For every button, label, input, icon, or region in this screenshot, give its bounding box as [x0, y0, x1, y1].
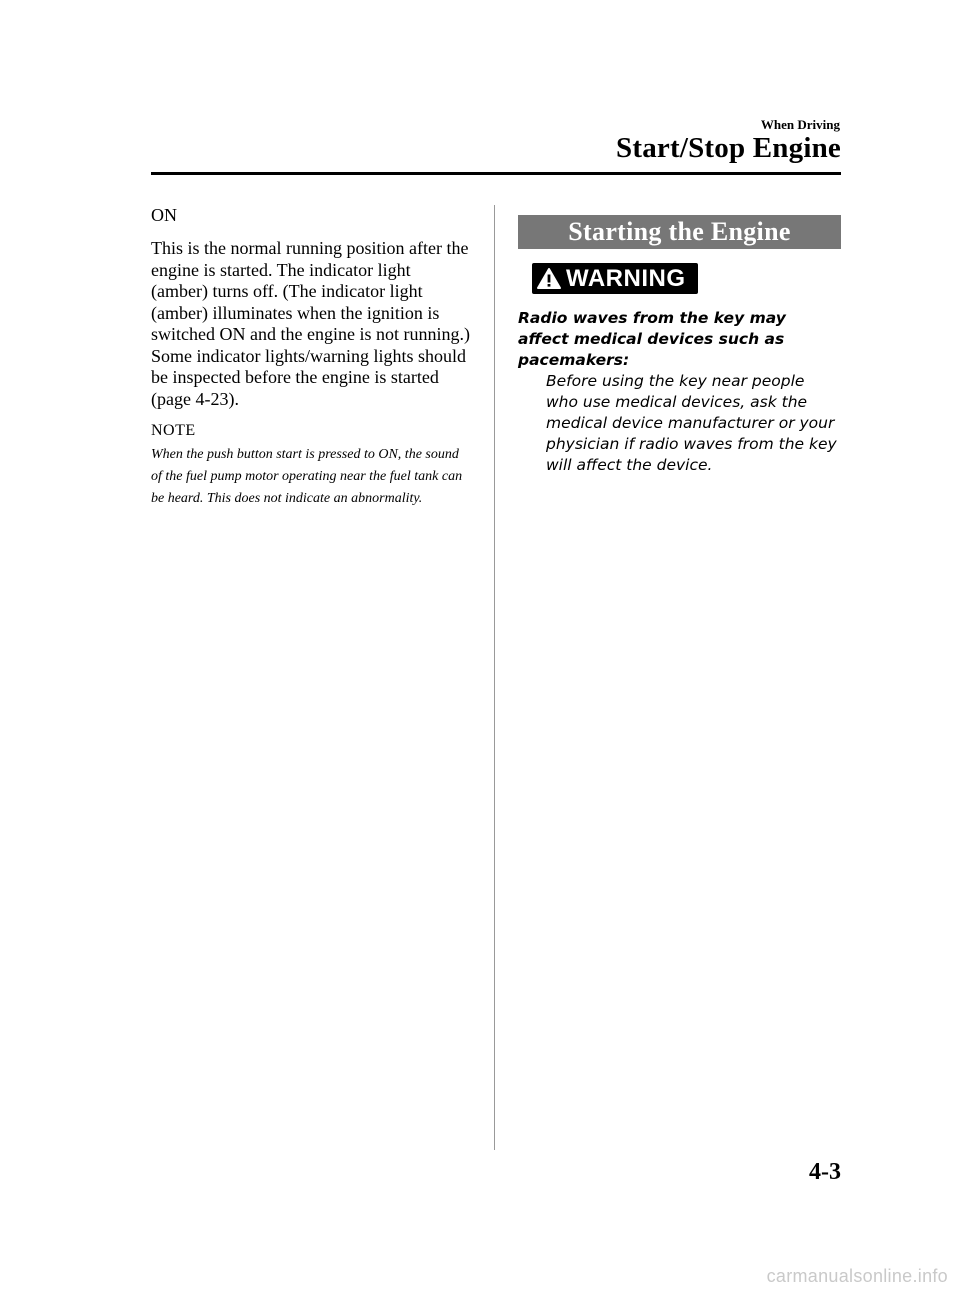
exclamation-circle-icon	[536, 267, 562, 291]
running-header-section: When Driving	[760, 117, 840, 132]
column-divider	[494, 205, 495, 1150]
left-column	[151, 205, 471, 510]
running-header-title: Start/Stop Engine	[616, 132, 841, 164]
warning-label: WARNING	[566, 264, 686, 292]
note-label: NOTE	[151, 422, 196, 439]
note-text: When the push button start is pressed to ON, the sound of the fuel pump motor operating near the fuel tank can be heard. This does not indicate an abnormality.	[151, 447, 463, 506]
warning-badge	[532, 263, 698, 294]
position-description: This is the normal running position after the engine is started. The indicator light (amber) turns off. (The indicator light (amber) illuminates when the ignition is switched ON and the engine is not running.)	[151, 238, 470, 344]
position-heading: ON	[151, 205, 177, 225]
section-title: Starting the Engine	[518, 215, 841, 249]
page-number: 4-3	[809, 1159, 841, 1185]
inspection-note: Some indicator lights/warning lights should be inspected before the engine is started (page 4-23).	[151, 345, 466, 409]
watermark: carmanualsonline.info	[766, 1266, 948, 1286]
right-column	[518, 215, 841, 476]
warning-title: Radio waves from the key may affect medical devices such as pacemakers:	[518, 309, 786, 369]
warning-body: Before using the key near people who use medical devices, ask the medical device manufacturer or your physician if radio waves from the key will affect the device.	[546, 372, 837, 474]
header-rule	[151, 172, 841, 175]
